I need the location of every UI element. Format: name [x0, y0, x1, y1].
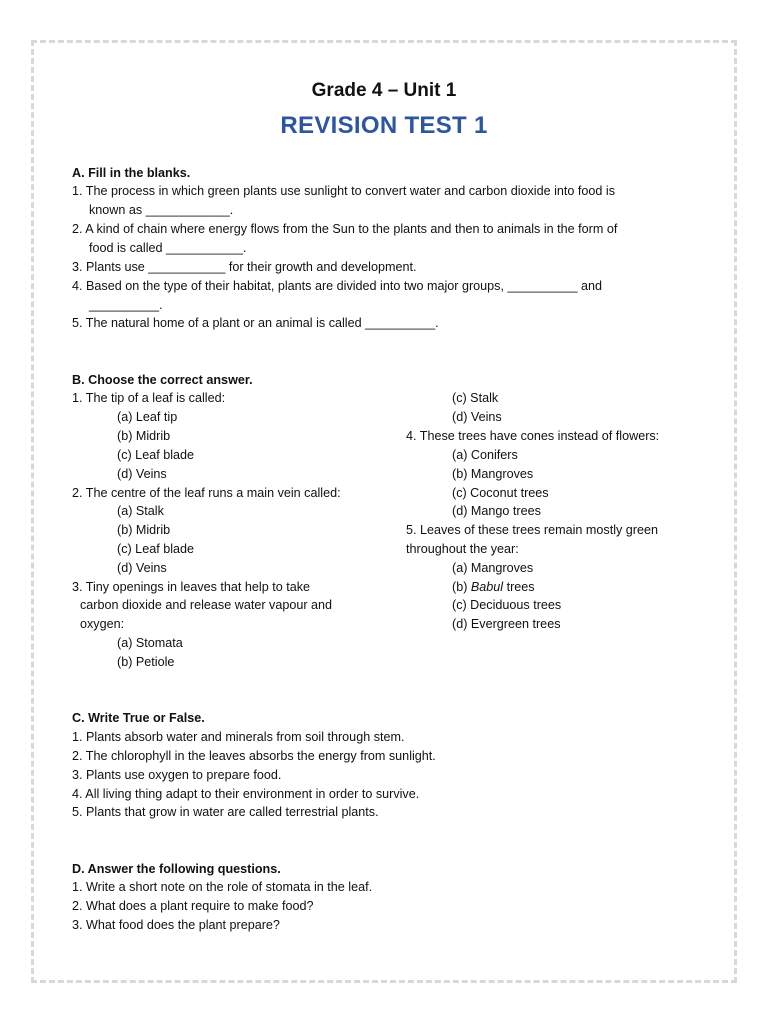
option-prefix: (b) [452, 580, 471, 594]
answer-option: (a) Conifers [452, 448, 518, 462]
answer-option: (a) Leaf tip [117, 410, 178, 424]
question-text: 5. Leaves of these trees remain mostly green [406, 523, 659, 537]
section-d-heading: D. Answer the following questions. [72, 862, 281, 876]
answer-option: (c) Leaf blade [117, 448, 195, 462]
answer-option: (d) Mango trees [452, 504, 541, 518]
section-a-line: __________. [89, 298, 163, 312]
babul-italic: Babul [470, 580, 504, 594]
answer-option: (d) Veins [117, 467, 167, 481]
answer-option: (c) Stalk [452, 391, 499, 405]
section-a-line: 1. The process in which green plants use sunlight to convert water and carbon dioxide into food is [72, 184, 616, 198]
option-suffix: trees [503, 580, 535, 594]
true-false-item: 1. Plants absorb water and minerals from soil through stem. [72, 730, 405, 744]
question-item: 3. What food does the plant prepare? [72, 918, 280, 932]
revision-test-title: REVISION TEST 1 [280, 112, 488, 139]
answer-option: (a) Stomata [117, 636, 183, 650]
question-item: 2. What does a plant require to make food? [72, 899, 314, 913]
answer-option: (a) Stalk [117, 504, 164, 518]
answer-option: (a) Mangroves [452, 561, 534, 575]
section-a-line: 2. A kind of chain where energy flows from the Sun to the plants and then to animals in the form of [72, 222, 618, 236]
question-text: 3. Tiny openings in leaves that help to take [72, 580, 311, 594]
answer-option: (c) Deciduous trees [452, 598, 562, 612]
answer-option: (c) Leaf blade [117, 542, 195, 556]
question-text: 1. The tip of a leaf is called: [72, 391, 226, 405]
true-false-item: 3. Plants use oxygen to prepare food. [72, 768, 282, 782]
answer-option: (d) Veins [117, 561, 167, 575]
question-text: throughout the year: [406, 542, 519, 556]
true-false-item: 2. The chlorophyll in the leaves absorbs the energy from sunlight. [72, 749, 436, 763]
answer-option [452, 578, 535, 596]
answer-option: (d) Veins [452, 410, 502, 424]
section-a-line: 5. The natural home of a plant or an animal is called __________. [72, 316, 439, 330]
answer-option: (d) Evergreen trees [452, 617, 561, 631]
section-b-heading: B. Choose the correct answer. [72, 373, 253, 387]
section-a-line: 4. Based on the type of their habitat, plants are divided into two major groups, __________ and [72, 279, 602, 293]
grade-unit-title: Grade 4 – Unit 1 [311, 80, 457, 101]
section-a-line: 3. Plants use ___________ for their growth and development. [72, 260, 417, 274]
answer-option: (c) Coconut trees [452, 486, 549, 500]
question-text: 2. The centre of the leaf runs a main vein called: [72, 486, 341, 500]
answer-option: (b) Midrib [117, 523, 171, 537]
question-text: oxygen: [80, 617, 125, 631]
answer-option: (b) Petiole [117, 655, 175, 669]
true-false-item: 4. All living thing adapt to their environment in order to survive. [72, 787, 420, 801]
section-a-line: known as ____________. [89, 203, 234, 217]
section-a-heading: A. Fill in the blanks. [72, 166, 191, 180]
answer-option: (b) Midrib [117, 429, 171, 443]
true-false-item: 5. Plants that grow in water are called terrestrial plants. [72, 805, 379, 819]
question-text: carbon dioxide and release water vapour and [80, 598, 333, 612]
question-item: 1. Write a short note on the role of stomata in the leaf. [72, 880, 373, 894]
answer-option: (b) Mangroves [452, 467, 534, 481]
question-text: 4. These trees have cones instead of flowers: [406, 429, 660, 443]
section-a-line: food is called ___________. [89, 241, 247, 255]
section-c-heading: C. Write True or False. [72, 711, 205, 725]
